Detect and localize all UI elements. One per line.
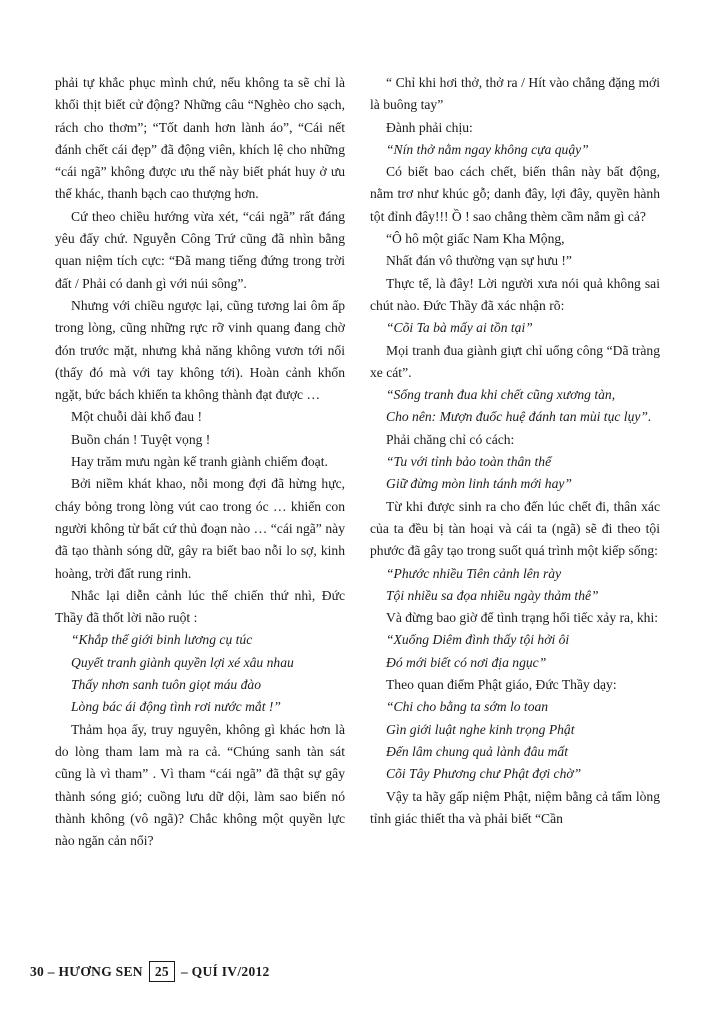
verse-line: “Khắp thế giới binh lương cụ túc bbox=[71, 632, 253, 648]
verse-line: Giữ đừng mòn linh tánh mới hay” bbox=[386, 476, 572, 492]
page-footer bbox=[30, 961, 270, 982]
footer-quarter-year: – QUÍ IV/2012 bbox=[180, 963, 270, 979]
footer-issue-number-box: 25 bbox=[149, 961, 175, 982]
verse-line: “Cõi Ta bà mấy ai tồn tại” bbox=[386, 320, 533, 336]
paragraph: Hay trăm mưu ngàn kế tranh giành chiếm đoạt. bbox=[71, 454, 328, 470]
paragraph: “ Chỉ khi hơi thở, thở ra / Hít vào chẳng đặng mới là buông tay” bbox=[370, 75, 660, 113]
paragraph: Nhất đán vô thường vạn sự hưu !” bbox=[386, 253, 572, 269]
paragraph: Thực tế, là đây! Lời người xưa nói quả không sai chút nào. Đức Thầy đã xác nhận rõ: bbox=[370, 275, 660, 313]
paragraph: Từ khi được sinh ra cho đến lúc chết đi, thân xác của ta đều bị tàn hoại và cái ta (ngã) sẽ đi theo tội phước đã gây tạo trong suốt quá trình một kiếp sống: bbox=[370, 498, 660, 559]
verse-line: Thấy nhơn sanh tuôn giọt máu đào bbox=[71, 677, 262, 693]
verse-line: “Nín thở nằm ngay không cựa quậy” bbox=[386, 141, 589, 157]
paragraph: phải tự khắc phục mình chứ, nếu không ta sẽ chỉ là khối thịt biết cử động? Những câu “Nghèo cho sạch, rách cho thơm”; “Tốt danh hơn lành áo”, “Cái nết đánh chết cái đẹp” đã động viên, khích lệ cho những “cái ngã” không được ưu thế này biết phát huy ở ưu thế khác, thanh bạch cao thượng hơn. bbox=[55, 75, 345, 202]
paragraph: Có biết bao cách chết, biến thân này bất động, nằm trơ như khúc gỗ; danh đây, lợi đây, quyền hành tột đỉnh đây!!! Ồ ! sao chẳng thèm cầm nắm gì cả? bbox=[370, 164, 660, 224]
paragraph: Một chuỗi dài khổ đau ! bbox=[71, 409, 203, 425]
verse-line: Cho nên: Mượn đuốc huệ đánh tan mùi tục lụy”. bbox=[386, 409, 652, 425]
paragraph: Mọi tranh đua giành giựt chỉ uổng công “Dã tràng xe cát”. bbox=[370, 342, 660, 380]
verse-line: Cõi Tây Phương chư Phật đợi chờ” bbox=[386, 766, 582, 782]
paragraph: Thảm họa ấy, truy nguyên, không gì khác hơn là do lòng tham lam mà ra cả. “Chúng sanh tàn sát cũng là vì tham” . Vì tham “cái ngã” đã thật sự gây thành sóng gió; cuồng lưu dữ dội, làm sao biến nó thành không (vô ngã)? Chắc không một quyền lực nào ngăn cản nổi? bbox=[55, 721, 345, 849]
paragraph: Theo quan điểm Phật giáo, Đức Thầy dạy: bbox=[386, 677, 617, 693]
verse-line: Gìn giới luật nghe kinh trọng Phật bbox=[386, 721, 575, 737]
paragraph: Đành phải chịu: bbox=[386, 119, 473, 135]
verse-line: Quyết tranh giành quyền lợi xé xâu nhau bbox=[71, 654, 294, 670]
paragraph: Và đừng bao giờ để tình trạng hối tiếc xảy ra, khi: bbox=[386, 610, 659, 626]
left-column bbox=[55, 72, 345, 852]
footer-page-publication: 30 – HƯƠNG SEN bbox=[30, 963, 143, 979]
verse-line: Đó mới biết có nơi địa ngục” bbox=[386, 654, 547, 670]
verse-line: “Tu với tỉnh bảo toàn thân thể bbox=[386, 454, 552, 470]
verse-line: “Sống tranh đua khi chết cũng xương tàn, bbox=[386, 387, 616, 403]
verse-line: “Xuống Diêm đình thấy tội hởi ôi bbox=[386, 632, 570, 648]
verse-line: Lòng bác ái động tình rơi nước mắt !” bbox=[71, 699, 281, 715]
paragraph: Bởi niềm khát khao, nỗi mong đợi đã hừng hực, cháy bỏng trong lòng vút cao trong óc … khiến con người không từ bất cứ thủ đoạn nào … “cái ngã” này đã tạo thành sóng dữ, gây ra biết bao nỗi lo sợ, kinh hoàng, trời đất rung rinh. bbox=[55, 476, 345, 581]
verse-line: Đến lâm chung quả lành đâu mất bbox=[386, 743, 568, 759]
right-column bbox=[370, 72, 660, 830]
paragraph: “Ô hô một giấc Nam Kha Mộng, bbox=[386, 231, 565, 247]
paragraph: Cứ theo chiều hướng vừa xét, “cái ngã” rất đáng yêu đấy chứ. Nguyễn Công Trứ cũng đã nhìn bằng quan niệm tích cực: “Đã mang tiếng đứng trong trời đất / Phải có danh gì với núi sông”. bbox=[55, 208, 345, 291]
verse-line: “Chi cho bằng ta sớm lo toan bbox=[386, 699, 549, 715]
paragraph: Nhưng với chiều ngược lại, cũng tương lai ôm ấp trong lòng, cũng những rực rỡ vinh quang đang chờ đón trước mặt, nhưng khả năng không vươn tới nổi (thấy đó mà với tay không tới). Hoàn cảnh khốn ngặt, bức bách khiến ta không thành đạt được … bbox=[55, 297, 345, 403]
paragraph: Nhắc lại diễn cảnh lúc thế chiến thứ nhì, Đức Thầy đã thốt lời não ruột : bbox=[55, 587, 345, 626]
paragraph: Vậy ta hãy gấp niệm Phật, niệm bằng cả tấm lòng tỉnh giác thiết tha và phải biết “Cần bbox=[370, 788, 660, 826]
verse-line: Tội nhiều sa đọa nhiều ngày thảm thê” bbox=[386, 587, 599, 603]
paragraph: Phải chăng chỉ có cách: bbox=[386, 431, 515, 447]
paragraph: Buồn chán ! Tuyệt vọng ! bbox=[71, 431, 211, 447]
verse-line: “Phước nhiều Tiên cảnh lên rày bbox=[386, 565, 562, 581]
